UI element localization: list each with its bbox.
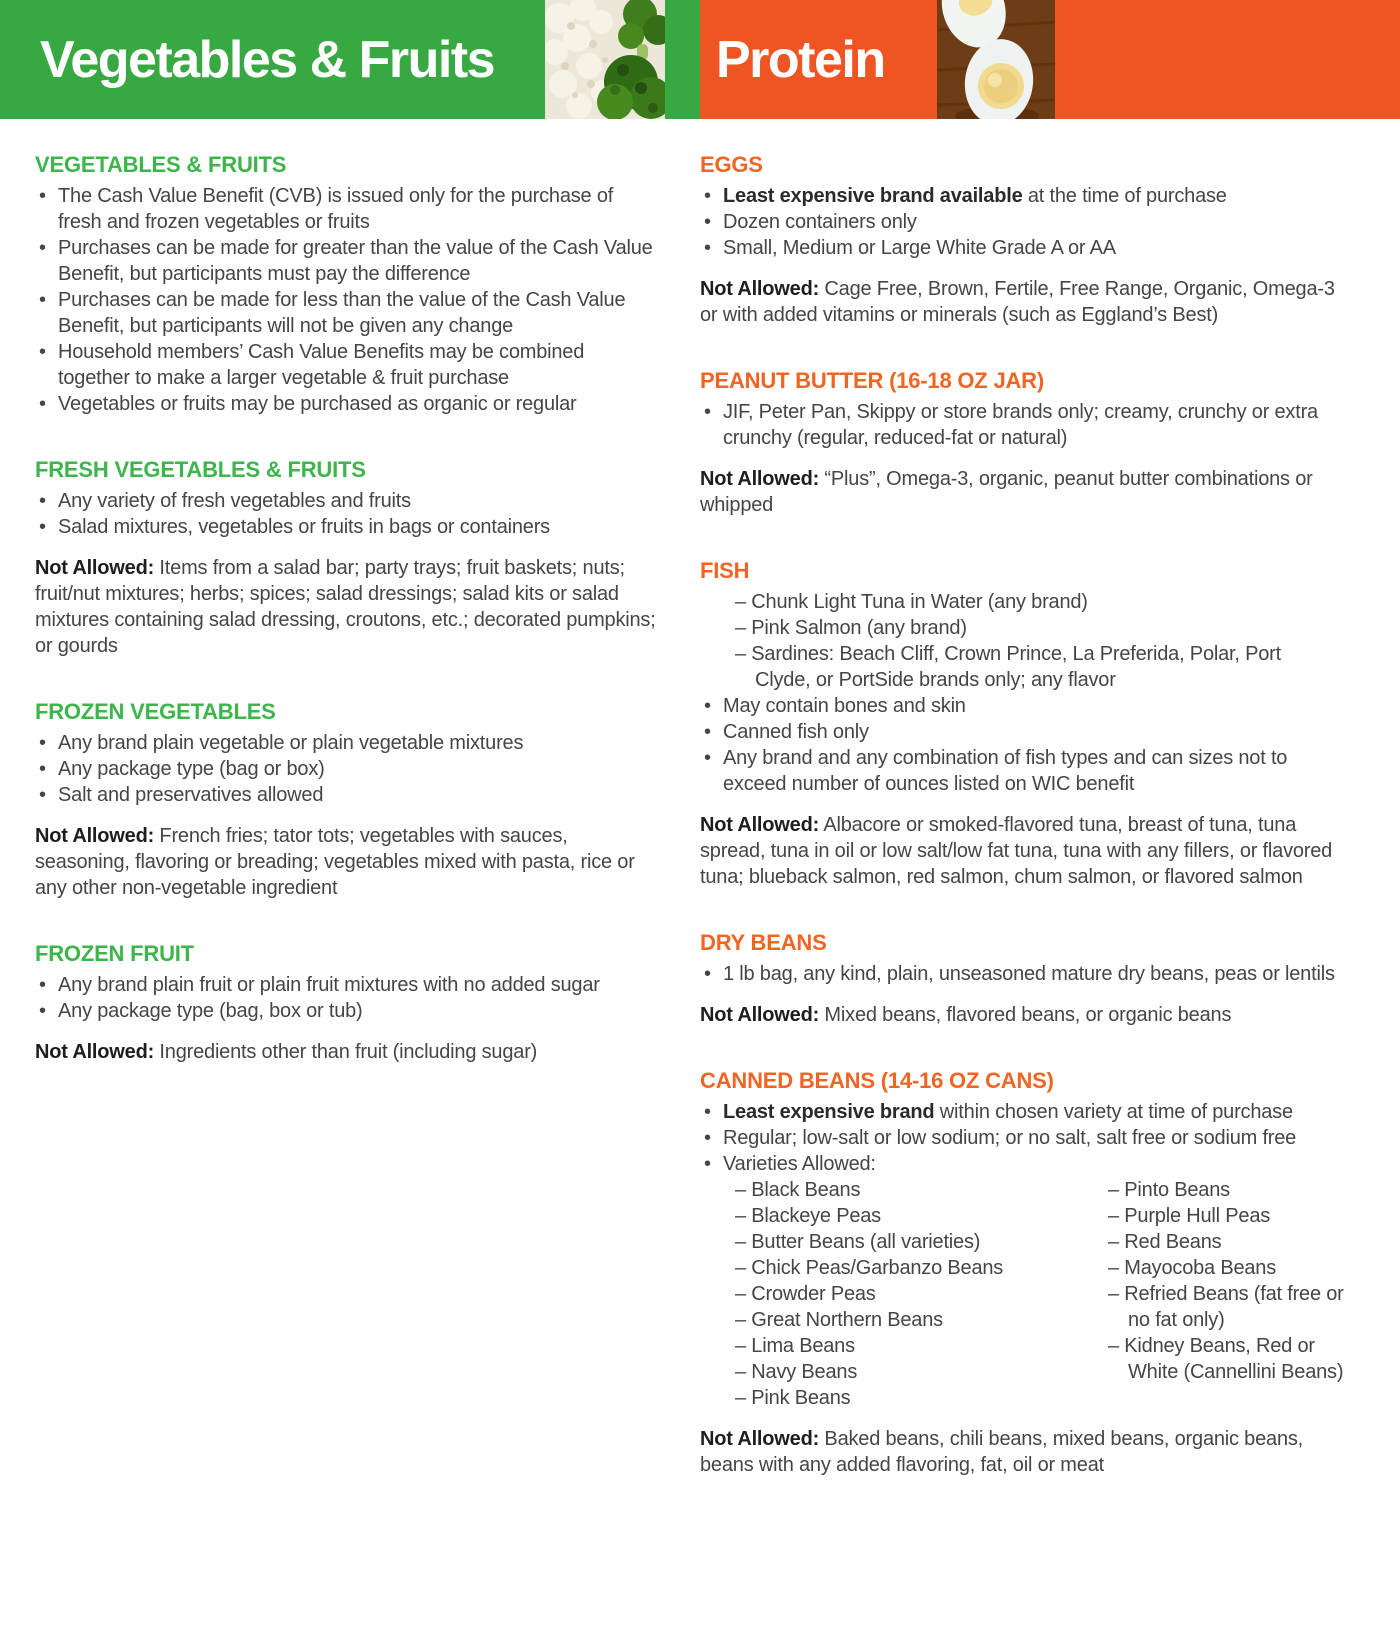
variety-item: – Black Beans — [735, 1177, 1108, 1203]
section-dry-beans — [700, 930, 1340, 1028]
not-allowed-text: “Plus”, Omega-3, organic, peanut butter combinations or whipped — [700, 468, 1313, 516]
not-allowed-label: Not Allowed: — [700, 814, 820, 836]
bullet-item: • Any brand plain fruit or plain fruit mixtures with no added sugar — [35, 972, 660, 998]
section-heading: FRESH VEGETABLES & FRUITS — [35, 457, 366, 482]
section-canned-beans — [700, 1068, 1344, 1478]
dash-list — [700, 589, 1340, 693]
not-allowed-text: Items from a salad bar; party trays; fruit baskets; nuts; fruit/nut mixtures; herbs; spices; salad dressings; salad kits or salad mixtures containing salad dressing, croutons, etc.; decorated pumpkins; or gourds — [35, 557, 656, 657]
bullet-item: • Salad mixtures, vegetables or fruits in bags or containers — [35, 514, 660, 540]
bullet-list — [700, 1099, 1340, 1177]
variety-item: – Butter Beans (all varieties) — [735, 1229, 1108, 1255]
bullet-item: • JIF, Peter Pan, Skippy or store brands only; creamy, crunchy or extra crunchy (regular, reduced-fat or natural) — [700, 399, 1340, 451]
not-allowed-note — [35, 555, 660, 659]
section-heading: EGGS — [700, 152, 763, 177]
bullet-list — [35, 488, 660, 540]
vegetables-fruits-header-band — [0, 0, 700, 119]
protein-column — [700, 152, 1344, 1478]
section-peanut-butter — [700, 368, 1340, 518]
bean-varieties-column-2 — [1108, 1177, 1348, 1411]
protein-title: Protein — [716, 30, 885, 89]
dash-item: – Sardines: Beach Cliff, Crown Prince, La Preferida, Polar, Port Clyde, or PortSide brands only; any flavor — [735, 641, 1340, 693]
not-allowed-note — [35, 823, 660, 901]
variety-item: – Pink Beans — [735, 1385, 1108, 1411]
not-allowed-label: Not Allowed: — [700, 1428, 820, 1450]
page-content — [0, 119, 1400, 1478]
bullet-list — [35, 183, 660, 417]
bullet-item: • Least expensive brand within chosen variety at time of purchase — [700, 1099, 1340, 1125]
section-eggs — [700, 152, 1340, 328]
bullet-list — [35, 972, 660, 1024]
not-allowed-note — [35, 1039, 660, 1065]
bullet-item: • Household members’ Cash Value Benefits may be combined together to make a larger vegetable & fruit purchase — [35, 339, 660, 391]
bullet-item: • Any package type (bag, box or tub) — [35, 998, 660, 1024]
broccoli-cauliflower-image — [545, 0, 665, 119]
bullet-list — [35, 730, 660, 808]
bullet-item: • Canned fish only — [700, 719, 1340, 745]
page-header — [0, 0, 1400, 119]
bullet-item: • Dozen containers only — [700, 209, 1340, 235]
bullet-item: • Varieties Allowed: — [700, 1151, 1340, 1177]
not-allowed-note — [700, 812, 1340, 890]
variety-item: – Great Northern Beans — [735, 1307, 1108, 1333]
bullet-item: • Vegetables or fruits may be purchased as organic or regular — [35, 391, 660, 417]
bullet-item: • Purchases can be made for greater than the value of the Cash Value Benefit, but participants must pay the difference — [35, 235, 660, 287]
section-heading: FROZEN VEGETABLES — [35, 699, 276, 724]
not-allowed-note — [700, 276, 1340, 328]
not-allowed-label: Not Allowed: — [700, 278, 820, 300]
section-fresh-vegetables-fruits — [35, 457, 660, 659]
bullet-list — [700, 693, 1340, 797]
not-allowed-label: Not Allowed: — [35, 557, 155, 579]
not-allowed-label: Not Allowed: — [700, 468, 820, 490]
bean-varieties-column-1 — [735, 1177, 1108, 1411]
bullet-item: • Any brand and any combination of fish types and can sizes not to exceed number of ounces listed on WIC benefit — [700, 745, 1340, 797]
section-heading: PEANUT BUTTER (16-18 OZ JAR) — [700, 368, 1044, 393]
bullet-list — [700, 183, 1340, 261]
bullet-item: • Least expensive brand available at the time of purchase — [700, 183, 1340, 209]
variety-item: – Navy Beans — [735, 1359, 1108, 1385]
section-vegetables-fruits — [35, 152, 660, 417]
vegetables-fruits-title: Vegetables & Fruits — [40, 30, 495, 89]
not-allowed-label: Not Allowed: — [35, 825, 155, 847]
not-allowed-note — [700, 1426, 1340, 1478]
not-allowed-text: Ingredients other than fruit (including sugar) — [154, 1041, 538, 1063]
variety-item: – Chick Peas/Garbanzo Beans — [735, 1255, 1108, 1281]
bean-varieties-columns — [700, 1177, 1344, 1411]
bullet-item: • The Cash Value Benefit (CVB) is issued only for the purchase of fresh and frozen vegetables or fruits — [35, 183, 660, 235]
dash-item: – Pink Salmon (any brand) — [735, 615, 1340, 641]
variety-item: – Pinto Beans — [1108, 1177, 1348, 1203]
boiled-eggs-image — [937, 0, 1055, 119]
not-allowed-text: Mixed beans, flavored beans, or organic beans — [819, 1004, 1232, 1026]
variety-item: – Lima Beans — [735, 1333, 1108, 1359]
not-allowed-label: Not Allowed: — [700, 1004, 820, 1026]
bullet-item: • Regular; low-salt or low sodium; or no salt, salt free or sodium free — [700, 1125, 1340, 1151]
section-heading: CANNED BEANS (14-16 OZ CANS) — [700, 1068, 1054, 1093]
bullet-list — [700, 961, 1340, 987]
section-heading: FROZEN FRUIT — [35, 941, 194, 966]
boiled-eggs-illustration — [937, 0, 1055, 119]
not-allowed-text: Cage Free, Brown, Fertile, Free Range, Organic, Omega-3 or with added vitamins or minerals (such as Eggland’s Best) — [700, 278, 1335, 326]
section-fish — [700, 558, 1340, 890]
bullet-list — [700, 399, 1340, 451]
bullet-item: • Any variety of fresh vegetables and fruits — [35, 488, 660, 514]
section-frozen-fruit — [35, 941, 660, 1065]
not-allowed-note — [700, 466, 1340, 518]
not-allowed-note — [700, 1002, 1340, 1028]
variety-item: – Blackeye Peas — [735, 1203, 1108, 1229]
vegetables-fruits-column — [35, 152, 660, 1478]
variety-item: – Purple Hull Peas — [1108, 1203, 1348, 1229]
broccoli-cauliflower-illustration — [545, 0, 665, 119]
not-allowed-text: Albacore or smoked-flavored tuna, breast of tuna, tuna spread, tuna in oil or low salt/low fat tuna, tuna with any fillers, or flavored tuna; blueback salmon, red salmon, chum salmon, or flavored salmon — [700, 814, 1333, 888]
bullet-item: • Any brand plain vegetable or plain vegetable mixtures — [35, 730, 660, 756]
section-heading: DRY BEANS — [700, 930, 827, 955]
section-heading: VEGETABLES & FRUITS — [35, 152, 287, 177]
bullet-item: • Salt and preservatives allowed — [35, 782, 660, 808]
section-frozen-vegetables — [35, 699, 660, 901]
variety-item: – Kidney Beans, Red or White (Cannellini Beans) — [1108, 1333, 1348, 1385]
variety-item: – Mayocoba Beans — [1108, 1255, 1348, 1281]
section-heading: FISH — [700, 558, 750, 583]
variety-item: – Refried Beans (fat free or no fat only) — [1108, 1281, 1348, 1333]
bullet-item: • Any package type (bag or box) — [35, 756, 660, 782]
variety-item: – Crowder Peas — [735, 1281, 1108, 1307]
not-allowed-label: Not Allowed: — [35, 1041, 155, 1063]
bullet-item: • Purchases can be made for less than the value of the Cash Value Benefit, but participants will not be given any change — [35, 287, 660, 339]
not-allowed-text: French fries; tator tots; vegetables with sauces, seasoning, flavoring or breading; vegetables mixed with pasta, rice or any other non-vegetable ingredient — [35, 825, 635, 899]
not-allowed-text: Baked beans, chili beans, mixed beans, organic beans, beans with any added flavoring, fat, oil or meat — [700, 1428, 1304, 1476]
bullet-item: • Small, Medium or Large White Grade A or AA — [700, 235, 1340, 261]
variety-item: – Red Beans — [1108, 1229, 1348, 1255]
dash-item: – Chunk Light Tuna in Water (any brand) — [735, 589, 1340, 615]
bullet-item: • May contain bones and skin — [700, 693, 1340, 719]
protein-header-band — [700, 0, 1400, 119]
bullet-item: • 1 lb bag, any kind, plain, unseasoned mature dry beans, peas or lentils — [700, 961, 1340, 987]
